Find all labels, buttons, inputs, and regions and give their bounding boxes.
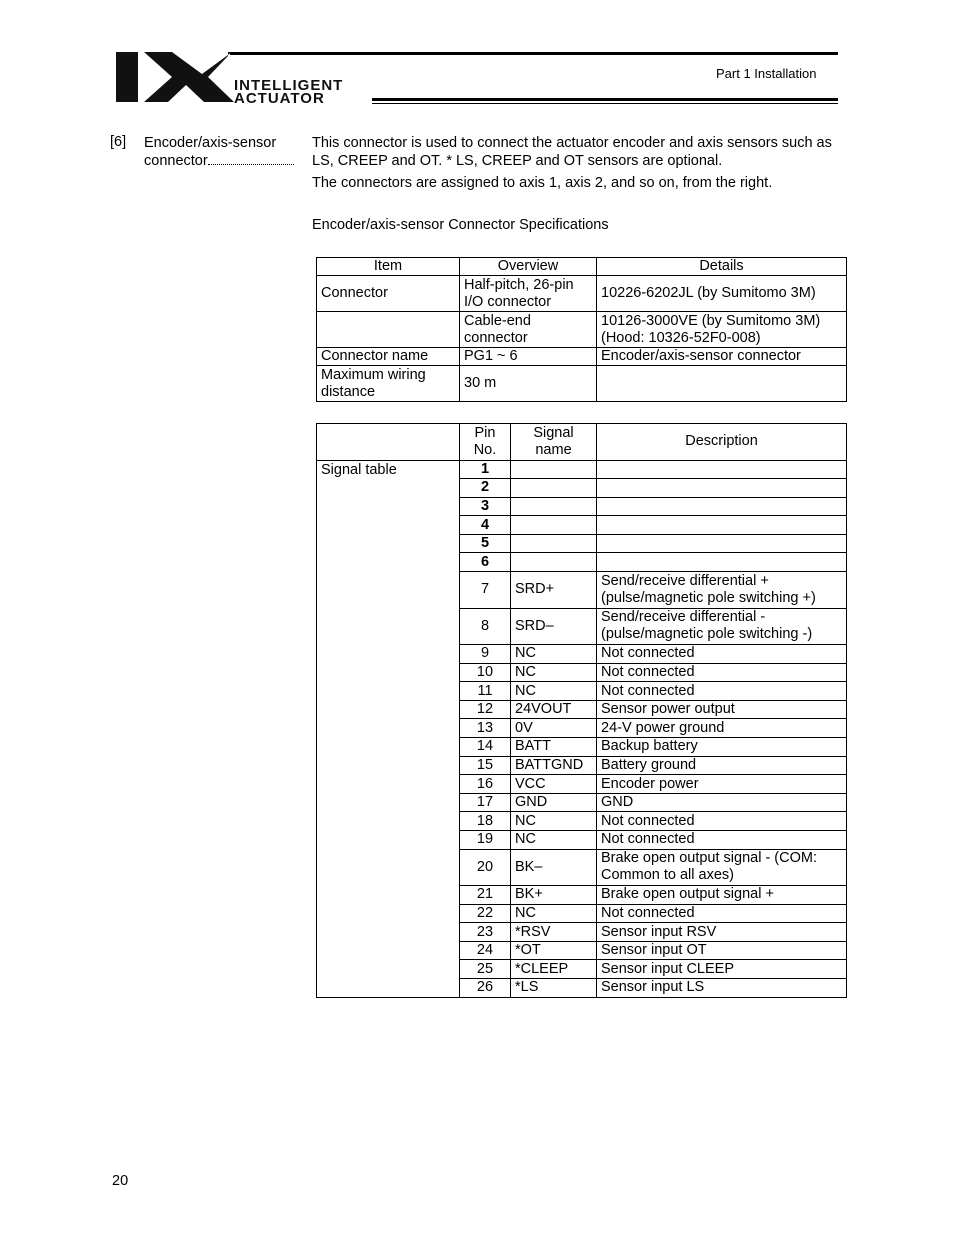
section-label: Part 1 Installation: [716, 66, 817, 81]
pin-cell: 10: [460, 663, 511, 682]
pin-cell: 18: [460, 812, 511, 831]
signal-cell: *OT: [511, 941, 597, 960]
signal-cell: *CLEEP: [511, 960, 597, 979]
pin-cell: 23: [460, 923, 511, 942]
item-title: [144, 134, 304, 170]
leader-dots: [208, 152, 294, 165]
signal-cell: VCC: [511, 775, 597, 794]
description-cell: Not connected: [597, 831, 847, 850]
pin-cell: 8: [460, 608, 511, 645]
description-cell: GND: [597, 793, 847, 812]
pin-cell: 26: [460, 979, 511, 998]
signal-cell: BK+: [511, 886, 597, 905]
signal-cell: SRD+: [511, 572, 597, 609]
signal-cell: [511, 516, 597, 535]
signal-cell: *RSV: [511, 923, 597, 942]
signal-cell: [511, 479, 597, 498]
pin-cell: 12: [460, 700, 511, 719]
pin-cell: 19: [460, 831, 511, 850]
signal-cell: NC: [511, 645, 597, 664]
pin-cell: 3: [460, 497, 511, 516]
signal-cell: GND: [511, 793, 597, 812]
item-cell: Connector: [317, 276, 460, 312]
signal-cell: BATTGND: [511, 756, 597, 775]
signal-cell: [511, 497, 597, 516]
header-rule: [230, 52, 838, 55]
pin-cell: 11: [460, 682, 511, 701]
table-row: [317, 460, 847, 479]
overview-cell: 30 m: [460, 366, 597, 402]
item-cell: [317, 312, 460, 348]
table-row: [317, 348, 847, 366]
description-cell: Not connected: [597, 663, 847, 682]
description-cell: Not connected: [597, 812, 847, 831]
description-cell: [597, 497, 847, 516]
details-cell: 10126-3000VE (by Sumitomo 3M) (Hood: 10326-52F0-008): [597, 312, 847, 348]
description-cell: Sensor input RSV: [597, 923, 847, 942]
overview-cell: Cable-end connector: [460, 312, 597, 348]
signal-cell: 24VOUT: [511, 700, 597, 719]
page-number: 20: [112, 1173, 129, 1189]
intro-paragraph: The connectors are assigned to axis 1, axis 2, and so on, from the right.: [312, 175, 773, 191]
signal-cell: [511, 553, 597, 572]
description-cell: Backup battery: [597, 738, 847, 757]
signal-cell: BK–: [511, 849, 597, 886]
signal-cell: NC: [511, 682, 597, 701]
description-cell: Not connected: [597, 682, 847, 701]
pin-cell: 1: [460, 460, 511, 479]
description-cell: [597, 479, 847, 498]
description-cell: [597, 553, 847, 572]
logo-text-line2: ACTUATOR: [234, 90, 325, 104]
pin-cell: 21: [460, 886, 511, 905]
pin-cell: 2: [460, 479, 511, 498]
spec-table-caption: Encoder/axis-sensor Connector Specifications: [312, 217, 609, 233]
header-cell: [317, 424, 460, 461]
header-cell: Details: [597, 258, 847, 276]
description-cell: Sensor power output: [597, 700, 847, 719]
description-cell: [597, 516, 847, 535]
signal-cell: 0V: [511, 719, 597, 738]
description-cell: Sensor input OT: [597, 941, 847, 960]
signal-cell: NC: [511, 663, 597, 682]
pin-cell: 7: [460, 572, 511, 609]
description-cell: Encoder power: [597, 775, 847, 794]
item-title-line2: connector: [144, 153, 208, 169]
item-number: [6]: [110, 134, 127, 150]
header-rule: [372, 98, 838, 101]
company-logo: [116, 52, 396, 104]
pin-cell: 20: [460, 849, 511, 886]
pin-cell: 22: [460, 904, 511, 923]
signal-cell: NC: [511, 831, 597, 850]
signal-cell: [511, 534, 597, 553]
description-cell: Send/receive differential - (pulse/magnetic pole switching -): [597, 608, 847, 645]
pin-cell: 5: [460, 534, 511, 553]
table-row: [317, 276, 847, 312]
description-cell: Not connected: [597, 904, 847, 923]
group-label-cell: Signal table: [317, 460, 460, 997]
spec-table: [316, 257, 847, 402]
intro-paragraph: This connector is used to connect the actuator encoder and axis sensors such as LS, CREEP and OT. * LS, CREEP and OT sensors are optional.: [312, 135, 832, 169]
description-cell: Not connected: [597, 645, 847, 664]
header-cell: Signal name: [511, 424, 597, 461]
header-cell: Item: [317, 258, 460, 276]
pin-cell: 25: [460, 960, 511, 979]
table-row: [317, 366, 847, 402]
description-cell: Sensor input LS: [597, 979, 847, 998]
description-cell: Brake open output signal - (COM: Common to all axes): [597, 849, 847, 886]
item-title-line1: Encoder/axis-sensor: [144, 135, 277, 151]
item-cell: Connector name: [317, 348, 460, 366]
details-cell: Encoder/axis-sensor connector: [597, 348, 847, 366]
description-cell: Send/receive differential + (pulse/magnetic pole switching +): [597, 572, 847, 609]
signal-cell: SRD–: [511, 608, 597, 645]
pin-cell: 6: [460, 553, 511, 572]
pin-cell: 13: [460, 719, 511, 738]
description-cell: 24-V power ground: [597, 719, 847, 738]
pin-cell: 9: [460, 645, 511, 664]
header-cell: Description: [597, 424, 847, 461]
pin-cell: 14: [460, 738, 511, 757]
signal-cell: [511, 460, 597, 479]
details-cell: [597, 366, 847, 402]
header-cell: Pin No.: [460, 424, 511, 461]
item-cell: Maximum wiring distance: [317, 366, 460, 402]
table-row: [317, 312, 847, 348]
description-cell: Battery ground: [597, 756, 847, 775]
pin-table: [316, 423, 847, 998]
header-rule: [372, 103, 838, 104]
table-header-row: [317, 258, 847, 276]
signal-cell: NC: [511, 904, 597, 923]
description-cell: Sensor input CLEEP: [597, 960, 847, 979]
signal-cell: NC: [511, 812, 597, 831]
header-cell: Overview: [460, 258, 597, 276]
overview-cell: Half-pitch, 26-pin I/O connector: [460, 276, 597, 312]
pin-cell: 24: [460, 941, 511, 960]
details-cell: 10226-6202JL (by Sumitomo 3M): [597, 276, 847, 312]
overview-cell: PG1 ~ 6: [460, 348, 597, 366]
pin-cell: 15: [460, 756, 511, 775]
logo-text-line1: INTELLIGENT: [234, 77, 344, 94]
pin-cell: 17: [460, 793, 511, 812]
signal-cell: *LS: [511, 979, 597, 998]
pin-cell: 4: [460, 516, 511, 535]
signal-cell: BATT: [511, 738, 597, 757]
description-cell: [597, 534, 847, 553]
description-cell: Brake open output signal +: [597, 886, 847, 905]
pin-cell: 16: [460, 775, 511, 794]
table-header-row: [317, 424, 847, 461]
description-cell: [597, 460, 847, 479]
